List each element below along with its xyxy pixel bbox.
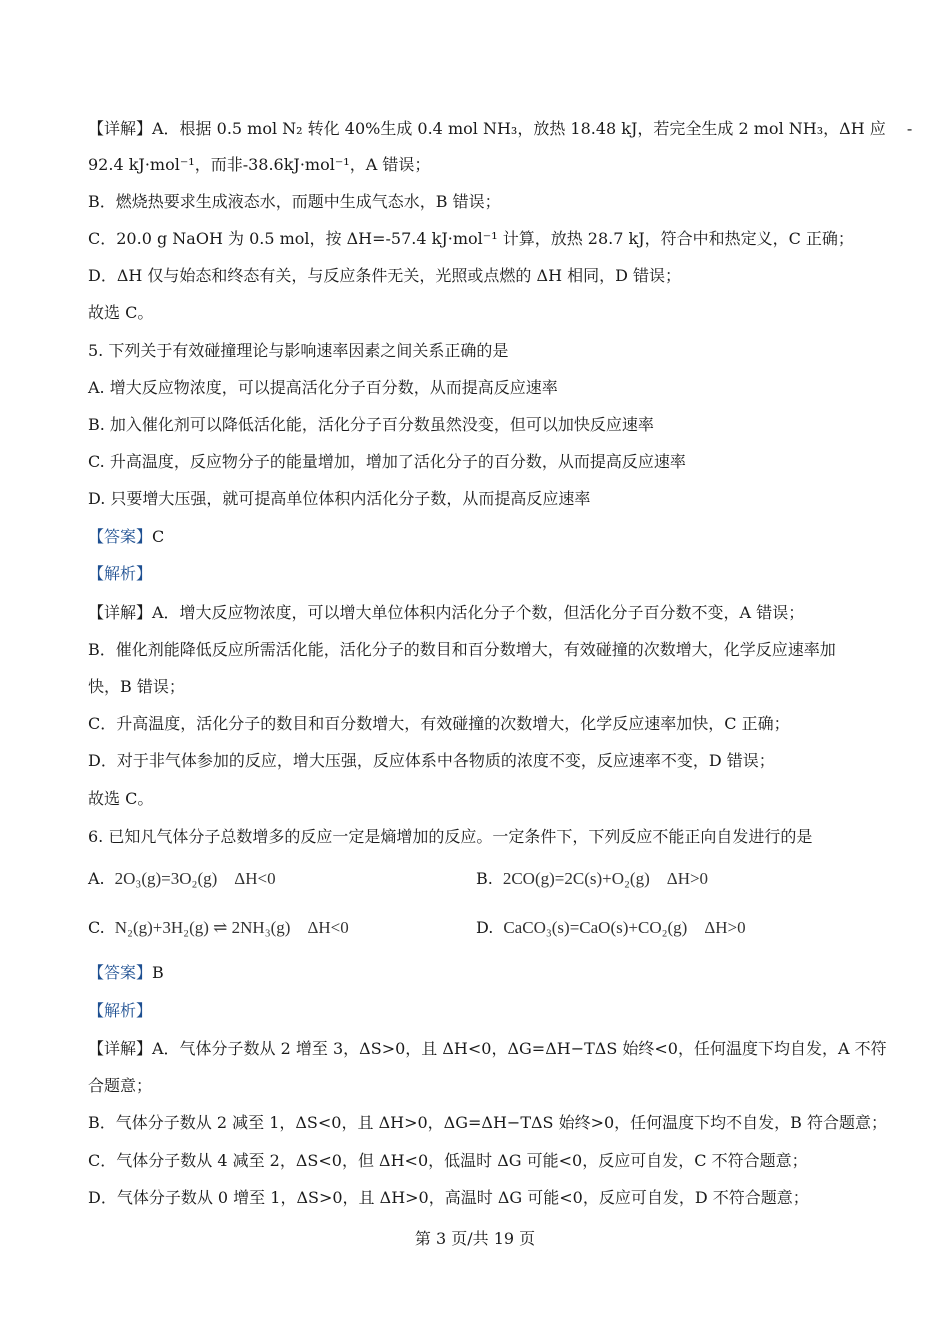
q4-detail-d: D．ΔH 仅与始态和终态有关，与反应条件无关，光照或点燃的 ΔH 相同，D 错误； (88, 266, 682, 285)
q4-detail-b: B．燃烧热要求生成液态水，而题中生成气态水，B 错误； (88, 192, 501, 211)
option-equation: 2CO(g)=2C(s)+O₂(g) ΔH>0 (502, 869, 709, 888)
option-label: C. (88, 918, 105, 937)
q4-detail-c: C．20.0 g NaOH 为 0.5 mol，按 ΔH=-57.4 kJ·mol⁻¹ 计算，放热 28.7 kJ，符合中和热定义，C 正确； (88, 229, 854, 248)
q5-option-a: A. 增大反应物浓度，可以提高活化分子百分数，从而提高反应速率 (88, 378, 558, 397)
q6-answer (88, 962, 164, 984)
option-equation: CaCO₃(s)=CaO(s)+CO₂(g) ΔH>0 (503, 918, 746, 937)
q5-detail-d: D．对于非气体参加的反应，增大压强，反应体系中各物质的浓度不变，反应速率不变，D 错误； (88, 751, 775, 770)
q5-conclusion: 故选 C。 (88, 789, 154, 808)
option-equation: N₂(g)+3H₂(g) ⇌ 2NH₃(g) ΔH<0 (114, 918, 349, 937)
page-footer: 第 3 页/共 19 页 (414, 1229, 536, 1248)
q4-detail-a-line2: 92.4 kJ·mol⁻¹，而非-38.6kJ·mol⁻¹，A 错误； (88, 155, 431, 174)
q4-conclusion: 故选 C。 (88, 303, 154, 322)
q5-detail-a: 【详解】A．增大反应物浓度，可以增大单位体积内活化分子个数，但活化分子百分数不变，A 错误； (88, 603, 805, 622)
q5-option-c: C. 升高温度，反应物分子的能量增加，增加了活化分子的百分数，从而提高反应速率 (88, 452, 686, 471)
option-label: A. (88, 869, 105, 888)
q5-option-b: B. 加入催化剂可以降低活化能，活化分子百分数虽然没变，但可以加快反应速率 (88, 415, 654, 434)
q6-option-c (88, 916, 349, 940)
q5-option-d: D. 只要增大压强，就可提高单位体积内活化分子数，从而提高反应速率 (88, 489, 591, 508)
q5-answer (88, 526, 164, 548)
option-label: B. (476, 869, 493, 888)
q5-detail-b-line2: 快，B 错误； (88, 677, 185, 696)
q6-option-b (476, 867, 708, 891)
q5-detail-b-line1: B．催化剂能降低反应所需活化能，活化分子的数目和百分数增大，有效碰撞的次数增大，化学反应速率加 (88, 640, 836, 659)
q6-detail-a-line1: 【详解】A．气体分子数从 2 增至 3，ΔS>0，且 ΔH<0，ΔG=ΔH−TΔS 始终<0，任何温度下均自发，A 不符 (88, 1039, 887, 1058)
q6-detail-b: B．气体分子数从 2 减至 1，ΔS<0，且 ΔH>0，ΔG=ΔH−TΔS 始终>0，任何温度下均不自发，B 符合题意； (88, 1113, 888, 1132)
q4-detail-a-line1: 【详解】A．根据 0.5 mol N₂ 转化 40%生成 0.4 mol NH₃，放热 18.48 kJ，若完全生成 2 mol NH₃，ΔH 应 - (88, 119, 913, 138)
q6-option-d (476, 916, 746, 940)
q6-analysis-tag: 【解析】 (88, 1001, 153, 1020)
q6-detail-a-line2: 合题意； (88, 1076, 153, 1095)
q5-detail-c: C．升高温度，活化分子的数目和百分数增大，有效碰撞的次数增大，化学反应速率加快，C 正确； (88, 714, 790, 733)
answer-value: B (152, 963, 164, 982)
q6-stem: 6. 已知凡气体分子总数增多的反应一定是熵增加的反应。一定条件下，下列反应不能正向自发进行的是 (88, 827, 813, 846)
answer-tag: 【答案】 (88, 527, 153, 546)
answer-tag: 【答案】 (88, 963, 153, 982)
option-label: D. (476, 918, 494, 937)
q5-analysis-tag: 【解析】 (88, 564, 153, 583)
q5-stem: 5. 下列关于有效碰撞理论与影响速率因素之间关系正确的是 (88, 341, 509, 360)
q6-detail-d: D．气体分子数从 0 增至 1，ΔS>0，且 ΔH>0，高温时 ΔG 可能<0，反应可自发，D 不符合题意； (88, 1188, 809, 1207)
option-equation: 2O₃(g)=3O₂(g) ΔH<0 (114, 869, 276, 888)
q6-detail-c: C．气体分子数从 4 减至 2，ΔS<0，但 ΔH<0，低温时 ΔG 可能<0，反应可自发，C 不符合题意； (88, 1151, 808, 1170)
answer-value: C (152, 527, 165, 546)
q6-option-a (88, 867, 276, 891)
